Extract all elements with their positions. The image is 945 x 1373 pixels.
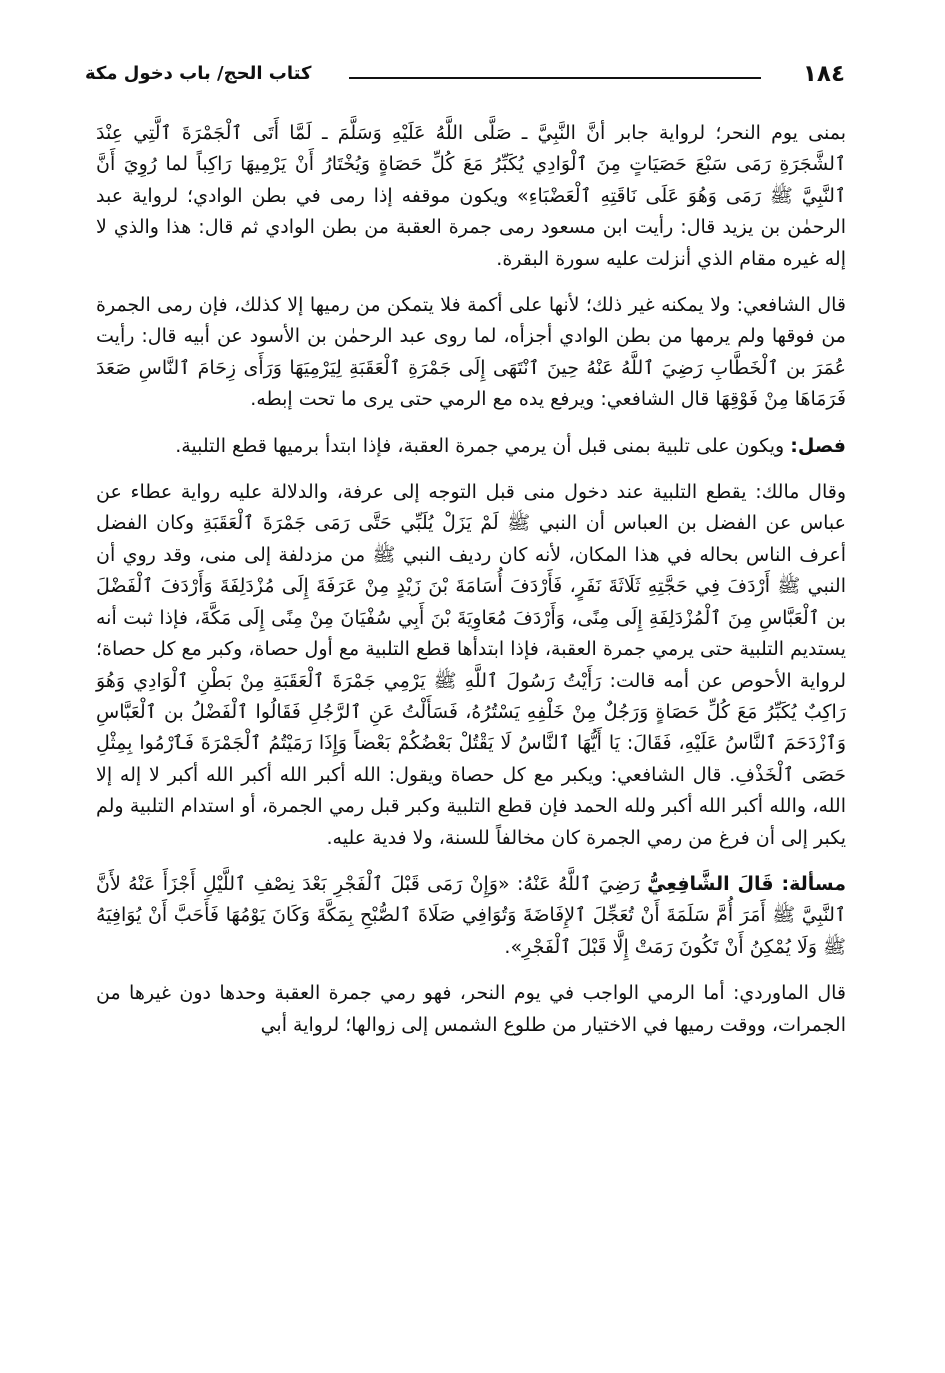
paragraph-6-text: قال الماوردي: أما الرمي الواجب في يوم النحر، فهو رمي جمرة العقبة وحدها دون غيرها من الجمرات، ووقت رميها في الاختيار من طلوع الشمس إلى زوالها؛ لرواية أبي: [96, 982, 846, 1036]
paragraph-1-text: بمنى يوم النحر؛ لرواية جابر أنَّ النَّبِيَّ ـ صَلَّى اللَّهُ عَلَيْهِ وَسَلَّمَ ـ لَمَّا أَتَى ٱلْجَمْرَةَ ٱلَّتِي عِنْدَ ٱلشَّجَرَةِ رَمَى سَبْعَ حَصَيَاتٍ مِنَ ٱلْوَادِي يُكَبِّرُ مَعَ كُلِّ حَصَاةٍ وَيُخْتَارُ أَنْ يَرْمِيهَا رَاكِباً لما رُوِيَ أَنَّ ٱلنَّبِيَّ ﷺ رَمَى وَهُوَ عَلَى نَاقَتِهِ ٱلْعَضْبَاءِ» ويكون موقفه إذا رمى في بطن الوادي؛ لرواية عبد الرحمٰن بن يزيد قال: رأيت ابن مسعود رمى جمرة العقبة من بطن الوادي ثم قال: هذا والذي لا إله غيره مقام الذي أنزلت عليه سورة البقرة.: [96, 122, 846, 270]
paragraph-4: [96, 477, 846, 854]
page-number: ١٨٤: [802, 61, 845, 87]
paragraph-3: [96, 431, 846, 462]
section-heading-masala: مسألة: قَالَ الشَّافِعِيُّ: [647, 872, 846, 895]
page-header: [85, 58, 845, 90]
paragraph-4-text: وقال مالك: يقطع التلبية عند دخول منى قبل التوجه إلى عرفة، والدلالة عليه رواية عطاء عن عباس عن الفضل بن العباس أن النبي ﷺ لَمْ يَزَلْ يُلَبِّي حَتَّى رَمَى جَمْرَةَ ٱلْعَقَبَةِ وكان الفضل أعرف الناس بحاله في هذا المكان، لأنه كان رديف النبي ﷺ من مزدلفة إلى منى، وقد روي أن النبي ﷺ أَرْدَفَ فِي حَجَّتِهِ ثَلَاثَةَ نَفَرٍ، فَأَرْدَفَ أُسَامَةَ بْنَ زَيْدٍ مِنْ عَرَفَةَ إِلَى مُزْدَلِفَةَ وَأَرْدَفَ ٱلْفَضْلَ بن ٱلْعَبَّاسِ مِنَ ٱلْمُزْدَلِفَةِ إِلَى مِنًى، وَأَرْدَفَ مُعَاوِيَةَ بْنَ أَبِي سُفْيَانَ مِنْ مِنًى إِلَى مَكَّةَ، فإذا ثبت أنه يستديم التلبية حتى يرمي جمرة العقبة، فإذا ابتدأها قطع التلبية مع أول حصاة، وكبر مع كل حصاة؛ لرواية الأحوص عن أمه قالت: رَأَيْتُ رَسُولَ ٱللَّهِ ﷺ يَرْمِي جَمْرَةَ ٱلْعَقَبَةِ مِنْ بَطْنِ ٱلْوَادِي وَهُوَ رَاكِبٌ يُكَبِّرُ مَعَ كُلِّ حَصَاةٍ وَرَجُلٌ مِنْ خَلْفِهِ يَسْتُرُهُ، فَسَأَلْتُ عَنِ ٱلرَّجُلِ فَقَالُوا ٱلْفَضْلُ بن ٱلْعَبَّاسِ وَٱزْدَحَمَ ٱلنَّاسُ عَلَيْهِ، فَقَالَ: يَا أَيُّهَا ٱلنَّاسُ لَا يَقْتُلْ بَعْضُكُمْ بَعْضاً وَإِذَا رَمَيْتُمُ ٱلْجَمْرَةَ فَٱرْمُوا بِمِثْلِ حَصَى ٱلْخَذْفِ. قال الشافعي: ويكبر مع كل حصاة ويقول: الله أكبر الله أكبر الله أكبر لا إله إلا الله، والله أكبر الله أكبر ولله الحمد فإن قطع التلبية وكبر قبل رمي الجمرة، أو استدام التلبية ولم يكبر إلى أن فرغ من رمي الجمرة كان مخالفاً للسنة، ولا فدية عليه.: [96, 481, 846, 849]
paragraph-3-text: ويكون على تلبية بمنى قبل أن يرمي جمرة العقبة، فإذا ابتدأ برميها قطع التلبية.: [175, 434, 785, 457]
paragraph-5-text: رَضِيَ ٱللَّهُ عَنْهُ: «وَإِنْ رَمَى قَبْلَ ٱلْفَجْرِ بَعْدَ نِصْفِ ٱللَّيْلِ أَجْزَأَ عَنْهُ لأَنَّ ٱلنَّبِيَّ ﷺ أَمَرَ أُمَّ سَلَمَةَ أَنْ تُعَجِّلَ ٱلإِفَاضَةَ وَتُوَافِي صَلَاةَ ٱلصُّبْحِ بِمَكَّةَ وَكَانَ يَوْمُهَا فَأَحَبَّ أَنْ يُوَافِيَهُ ﷺ وَلَا يُمْكِنُ أَنْ تَكُونَ رَمَتْ إِلَّا قَبْلَ ٱلْفَجْرِ».: [96, 872, 846, 958]
paragraph-5: [96, 869, 846, 963]
header-rule: [349, 77, 761, 79]
paragraph-1: [96, 118, 846, 275]
page-body: [96, 118, 846, 1041]
running-title: كتاب الحج/ باب دخول مكة: [85, 63, 312, 84]
paragraph-2-text: قال الشافعي: ولا يمكنه غير ذلك؛ لأنها على أكمة فلا يتمكن من رميها إلا كذلك، فإن رمى الجمرة من فوقها ولم يرمها من بطن الوادي أجزأه، لما روى عبد الرحمٰن بن الأسود عن أبيه قال: رأيت عُمَرَ بن ٱلْخَطَّابِ رَضِيَ ٱللَّهُ عَنْهُ حِينَ ٱنْتَهَى إِلَى جَمْرَةِ ٱلْعَقَبَةِ لِيَرْمِيَهَا وَرَأَى زِحَامَ ٱلنَّاسِ صَعَدَ فَرَمَاهَا مِنْ فَوْقِهَا قال الشافعي: ويرفع يده مع الرمي حتى يرى ما تحت إبطه.: [96, 294, 846, 411]
paragraph-2: [96, 290, 846, 416]
paragraph-6: [96, 978, 846, 1041]
section-heading-fasl: فصل:: [790, 434, 846, 457]
